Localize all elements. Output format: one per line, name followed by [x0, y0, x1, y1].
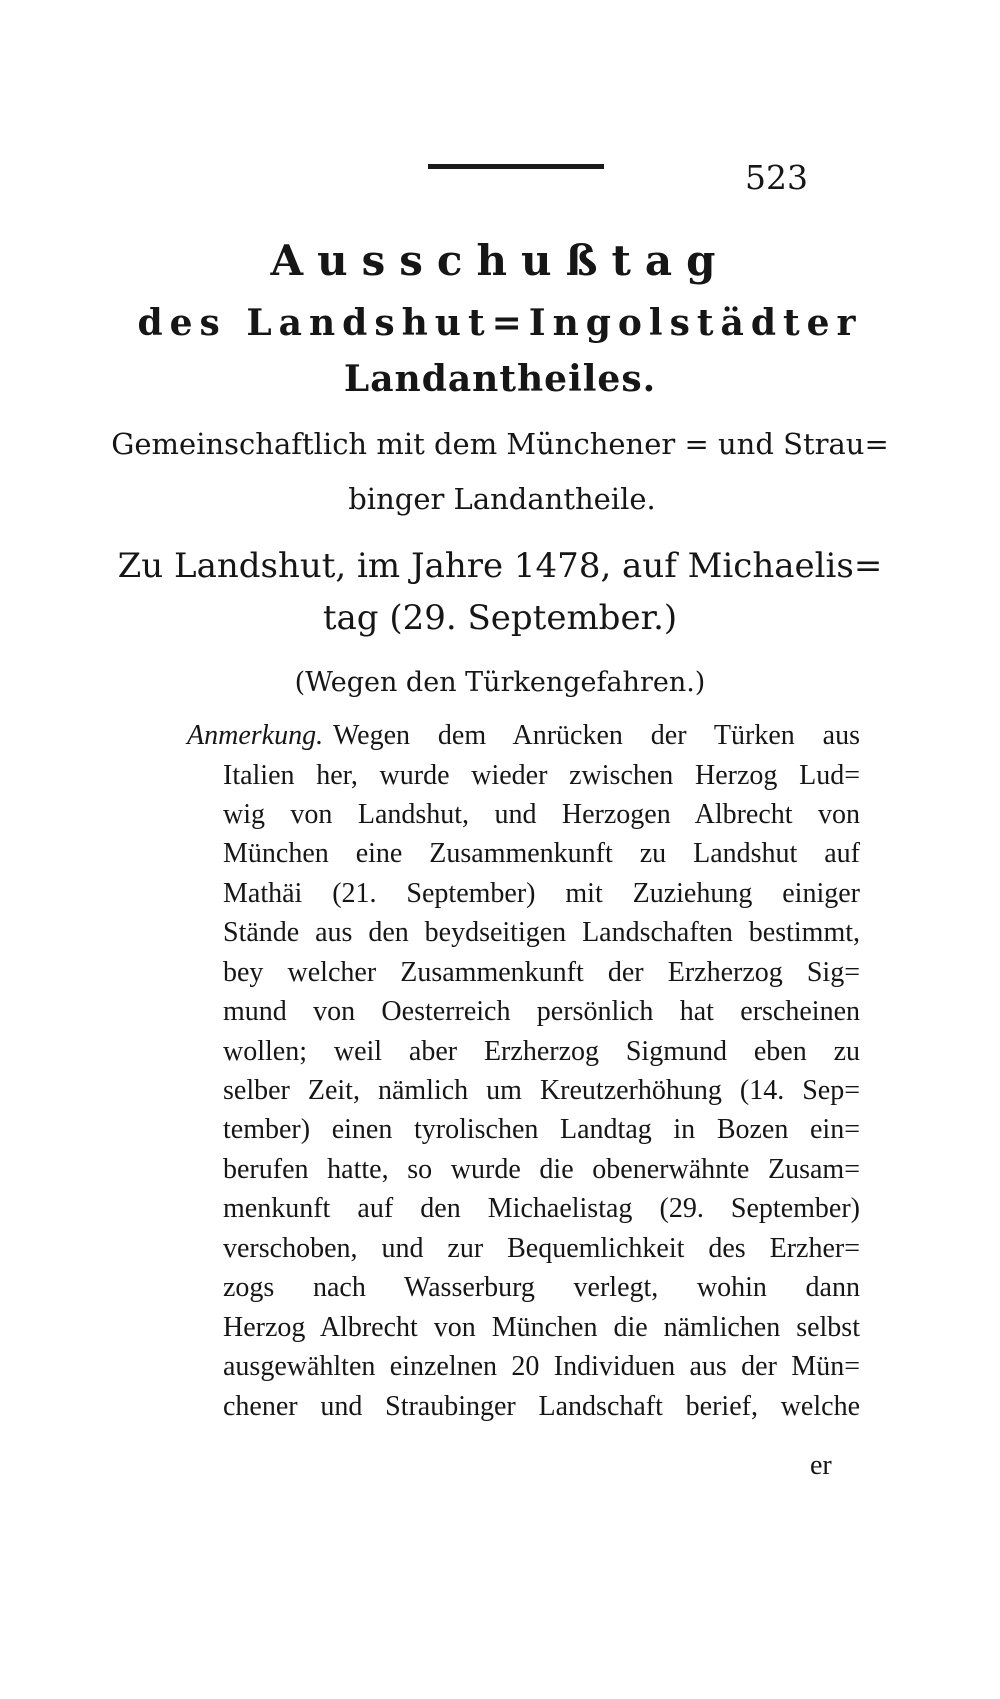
- note-line: chener und Straubinger Landschaft berief, welche: [223, 1391, 860, 1422]
- page-number: 523: [745, 158, 808, 197]
- note-line: Wegen dem Anrücken der Türken aus: [333, 720, 860, 751]
- heading-line-2: des Landshut=Ingolstädter: [137, 302, 863, 344]
- note-line: ausgewählten einzelnen 20 Individuen aus der Mün=: [223, 1351, 860, 1382]
- note-line: tember) einen tyrolischen Landtag in Bozen ein=: [223, 1114, 860, 1145]
- place-date-line-2: tag (29. September.): [322, 598, 678, 638]
- note-line: Herzog Albrecht von München die nämlichen selbst: [223, 1312, 860, 1343]
- note-line: wollen; weil aber Erzherzog Sigmund eben zu: [223, 1036, 860, 1067]
- header-rule: [428, 164, 604, 169]
- note-line: berufen hatte, so wurde die obenerwähnte Zusam=: [223, 1154, 860, 1185]
- place-date-line-1: Zu Landshut, im Jahre 1478, auf Michaelis=: [117, 546, 883, 586]
- note-line: selber Zeit, nämlich um Kreutzerhöhung (14. Sep=: [223, 1075, 860, 1106]
- note-label: Anmerkung.: [187, 720, 324, 751]
- subtitle-line-1: Gemeinschaftlich mit dem Münchener = und Strau=: [111, 427, 889, 461]
- note-line: zogs nach Wasserburg verlegt, wohin dann: [223, 1272, 860, 1303]
- heading-line-3: Landantheiles.: [343, 358, 657, 400]
- note-line: bey welcher Zusammenkunft der Erzherzog Sig=: [223, 957, 860, 988]
- heading-line-1: Ausschußtag: [270, 236, 730, 285]
- note-line: Mathäi (21. September) mit Zuziehung einiger: [223, 878, 860, 909]
- catchword: er: [810, 1450, 832, 1481]
- note-line: München eine Zusammenkunft zu Landshut auf: [223, 838, 860, 869]
- note-line: wig von Landshut, und Herzogen Albrecht von: [223, 799, 860, 830]
- note-line: Stände aus den beydseitigen Landschaften bestimmt,: [223, 917, 860, 948]
- note-line: Italien her, wurde wieder zwischen Herzog Lud=: [223, 760, 860, 791]
- note-line: verschoben, und zur Bequemlichkeit des Erzher=: [223, 1233, 860, 1264]
- subtitle-line-2: binger Landantheile.: [348, 482, 656, 516]
- note-line: menkunft auf den Michaelistag (29. September): [223, 1193, 860, 1224]
- reason-line: (Wegen den Türkengefahren.): [294, 667, 706, 698]
- note-line: mund von Oesterreich persönlich hat erscheinen: [223, 996, 860, 1027]
